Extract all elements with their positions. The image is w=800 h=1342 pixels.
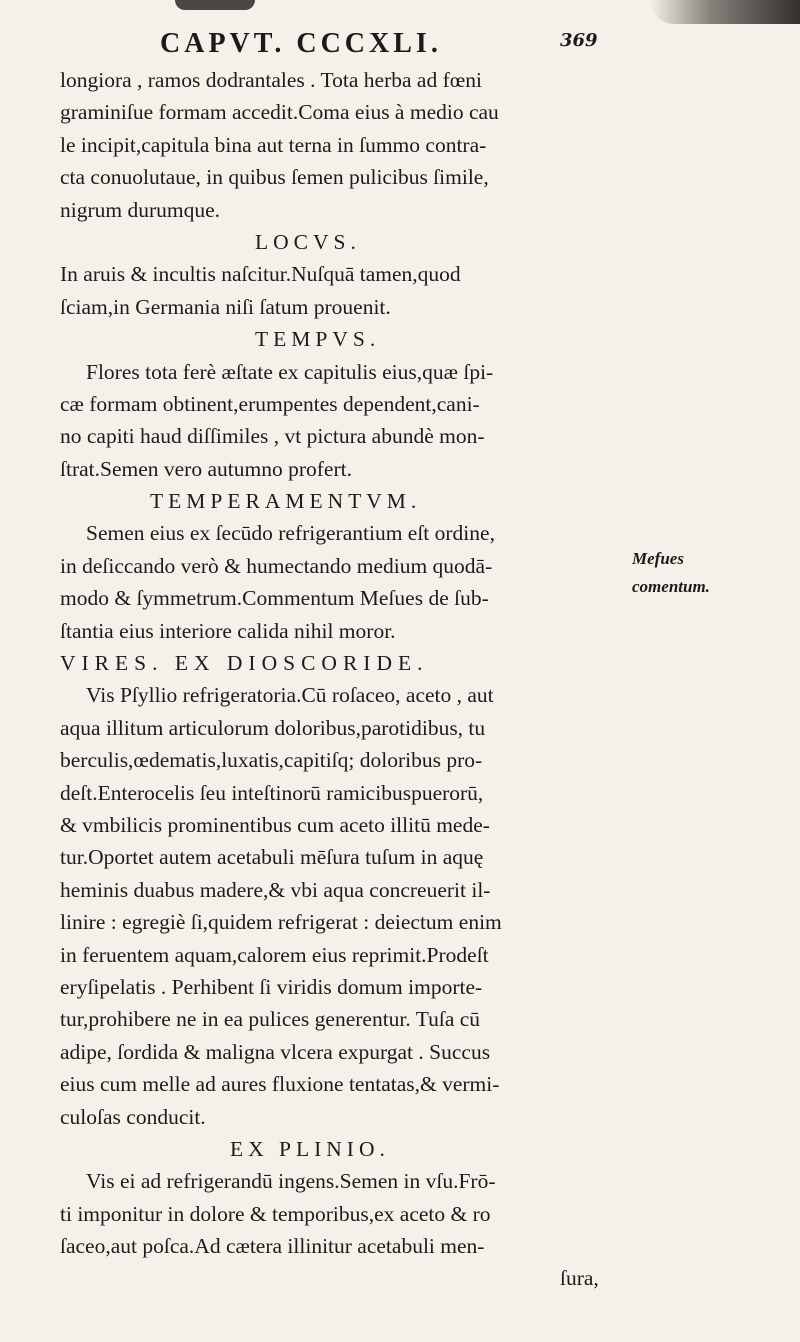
text-line: in feruentem aquam,calorem eius reprimit.Prodeſt	[60, 942, 489, 967]
ink-smudge	[175, 0, 255, 10]
section-heading-tempus: TEMPVS.	[255, 327, 381, 352]
text-line: graminiſue formam accedit.Coma eius à medio cau	[60, 100, 499, 125]
text-line: ſtrat.Semen vero autumno profert.	[60, 456, 352, 481]
text-line: Vis ei ad refrigerandū ingens.Semen in vſu.Frō-	[86, 1169, 496, 1194]
text-line: Semen eius ex ſecūdo refrigerantium eſt ordine,	[86, 521, 495, 546]
section-heading-plinio: EX PLINIO.	[230, 1136, 390, 1161]
text-line: ſaceo,aut poſca.Ad cætera illinitur acetabuli men-	[60, 1234, 485, 1259]
section-heading-vires: VIRES. EX DIOSCORIDE.	[60, 651, 429, 676]
text-line: no capiti haud diſſimiles , vt pictura abundè mon-	[60, 424, 485, 449]
text-line: ſtantia eius interiore calida nihil moror.	[60, 618, 396, 643]
section-heading-locus: LOCVS.	[255, 229, 361, 254]
text-line: In aruis & incultis naſcitur.Nuſquā tamen,quod	[60, 262, 461, 287]
text-line: le incipit,capitula bina aut terna in ſummo contra-	[60, 132, 487, 157]
text-line: in deſiccando verò & humectando medium quodā-	[60, 553, 493, 578]
text-line: heminis duabus madere,& vbi aqua concreuerit il-	[60, 877, 491, 902]
text-line: deſt.Enterocelis ſeu inteſtinorū ramicibuspuerorū,	[60, 780, 484, 805]
text-line: adipe, ſordida & maligna vlcera expurgat . Succus	[60, 1039, 491, 1064]
text-line: Vis Pſyllio refrigeratoria.Cū roſaceo, aceto , aut	[86, 683, 494, 708]
text-line: ſciam,in Germania niſi ſatum prouenit.	[60, 294, 391, 319]
page-stain	[650, 0, 800, 24]
running-title: CAPVT. CCCXLI.	[160, 28, 442, 59]
text-line: nigrum durumque.	[60, 197, 221, 222]
text-line: tur.Oportet autem acetabuli mēſura tuſum in aquę	[60, 845, 484, 870]
marginal-note-line: Mefues	[632, 549, 684, 568]
section-heading-temperamentum: TEMPERAMENTVM.	[150, 489, 422, 514]
text-line: linire : egregiè ſi,quidem refrigerat : deiectum enim	[60, 910, 502, 935]
text-line: & vmbilicis prominentibus cum aceto illitū mede-	[60, 812, 490, 837]
text-line: eryſipelatis . Perhibent ſi viridis domum importe-	[60, 974, 483, 999]
text-line: aqua illitum articulorum doloribus,parotidibus, tu	[60, 715, 486, 740]
text-line: Flores tota ferè æſtate ex capitulis eius,quæ ſpi-	[86, 359, 494, 384]
text-line: culoſas conducit.	[60, 1104, 206, 1129]
folio-number: 369	[560, 30, 598, 51]
text-line-catchword: ſura,	[560, 1266, 599, 1291]
text-line: eius cum melle ad aures fluxione tentatas,& vermi-	[60, 1072, 500, 1097]
text-line: cæ formam obtinent,erumpentes dependent,cani-	[60, 391, 480, 416]
text-line: tur,prohibere ne in ea pulices generentur. Tuſa cū	[60, 1007, 481, 1032]
text-line: ti imponitur in dolore & temporibus,ex aceto & ro	[60, 1201, 491, 1226]
text-line: cta conuolutaue, in quibus ſemen pulicibus ſimile,	[60, 165, 489, 190]
marginal-note-line: comentum.	[632, 577, 710, 596]
marginal-note	[632, 545, 782, 601]
text-line: longiora , ramos dodrantales . Tota herba ad fœni	[60, 68, 483, 92]
text-line: berculis,œdematis,luxatis,capitiſq; doloribus pro-	[60, 748, 483, 773]
main-text-column	[60, 64, 630, 1295]
text-line: modo & ſymmetrum.Commentum Meſues de ſub-	[60, 586, 489, 611]
